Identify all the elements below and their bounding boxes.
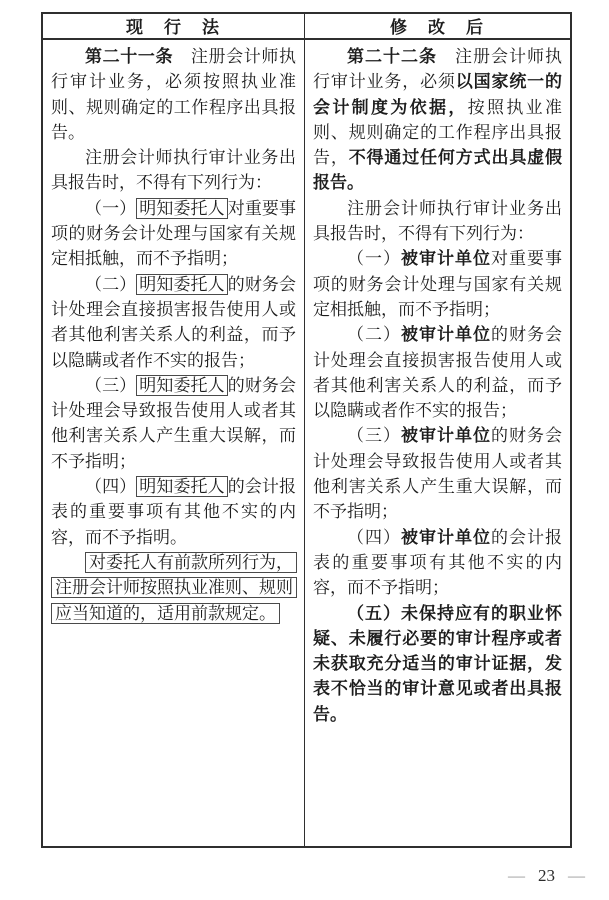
law-paragraph xyxy=(51,474,296,550)
text-run-bold: 第二十一条 xyxy=(85,47,174,66)
law-paragraph xyxy=(51,550,296,626)
text-run-normal: （三） xyxy=(347,426,401,446)
text-run-normal: （二） xyxy=(85,274,137,294)
law-paragraph xyxy=(51,145,296,196)
text-run-bold: 第二十二条 xyxy=(347,47,437,66)
text-run-bold: 被审计单位 xyxy=(401,325,491,345)
law-paragraph xyxy=(51,373,296,474)
text-run-normal: 的财务会计处理会直接损害报告使用人或者其他利害关系人的利益，而予以隐瞒或者作不实的报告； xyxy=(313,325,562,421)
text-run-boxed: 明知委托人 xyxy=(136,198,227,219)
text-run-normal: （三） xyxy=(85,375,137,395)
header-current-law: 现 行 法 xyxy=(43,14,305,38)
text-run-normal: （四） xyxy=(347,527,401,547)
page-footer xyxy=(508,864,585,888)
law-comparison-table xyxy=(41,12,572,848)
text-run-normal: 的财务会计处理会直接损害报告使用人或者其他利害关系人的利益，而予以隐瞒或者作不实的报告； xyxy=(51,274,297,370)
text-run-bold: 不得通过任何方式出具虚假报告。 xyxy=(313,148,563,193)
law-paragraph xyxy=(51,272,296,373)
text-run-normal: 对重要事项的财务会计处理与国家有关规定相抵触，而不予指明； xyxy=(313,249,562,319)
table-body-row xyxy=(43,40,570,846)
text-run-normal: 的会计报表的重要事项有其他不实的内容，而不予指明； xyxy=(313,527,562,598)
text-run-normal: 的财务会计处理会导致报告使用人或者其他利害关系人产生重大误解，而不予指明； xyxy=(313,426,562,522)
column-current-law xyxy=(43,40,305,846)
text-run-normal: 按照执业准则、规则确定的工作程序出具报告， xyxy=(313,97,563,168)
law-paragraph xyxy=(51,196,296,272)
footer-dash-left: — xyxy=(508,866,525,885)
law-paragraph xyxy=(313,322,562,423)
text-run-normal: 注册会计师执行审计业务出具报告时，不得有下列行为： xyxy=(313,198,562,244)
page-number: 23 xyxy=(538,866,555,885)
text-run-boxed: 明知委托人 xyxy=(136,274,227,295)
law-paragraph xyxy=(313,601,562,727)
text-run-bold: 被审计单位 xyxy=(401,249,491,269)
footer-dash-right: — xyxy=(568,866,585,885)
column-amended-law xyxy=(305,40,570,846)
text-run-normal: （一） xyxy=(347,249,401,269)
text-run-normal: （二） xyxy=(347,325,401,345)
text-run-normal: （四） xyxy=(85,477,137,497)
law-paragraph xyxy=(51,44,296,145)
header-amended-law: 修 改 后 xyxy=(390,17,485,37)
table-header-row xyxy=(43,14,570,40)
text-run-normal: 对重要事项的财务会计处理与国家有关规定相抵触，而不予指明； xyxy=(51,198,297,269)
text-run-normal: （一） xyxy=(85,198,137,218)
law-paragraph xyxy=(313,423,562,524)
text-run-bold: 以国家统一的会计制度为依据， xyxy=(313,72,563,117)
text-run-boxed: 明知委托人 xyxy=(136,375,227,396)
law-paragraph xyxy=(313,44,562,196)
law-paragraph xyxy=(313,246,562,322)
text-run-normal: 注册会计师执行审计业务，必须按照执业准则、规则确定的工作程序出具报告。 xyxy=(51,47,297,142)
text-run-normal: 注册会计师执行审计业务，必须 xyxy=(313,47,562,92)
text-run-boxed: 明知委托人 xyxy=(136,476,227,497)
text-run-normal: 的财务会计处理会导致报告使用人或者其他利害关系人产生重大误解，而不予指明； xyxy=(51,375,297,471)
law-paragraph xyxy=(313,525,562,601)
text-run-normal: 注册会计师执行审计业务出具报告时，不得有下列行为： xyxy=(51,148,296,193)
text-run-normal: 的会计报表的重要事项有其他不实的内容，而不予指明。 xyxy=(51,477,297,547)
text-run-bold: 被审计单位 xyxy=(401,426,491,446)
text-run-bold: 被审计单位 xyxy=(401,527,491,547)
text-run-bold: （五）未保持应有的职业怀疑、未履行必要的审计程序或者未获取充分适当的审计证据，发表不恰当的审计意见或者出具报告。 xyxy=(313,603,562,724)
law-paragraph xyxy=(313,196,562,247)
text-run-boxed-block: 对委托人有前款所列行为，注册会计师按照执业准则、规则应当知道的，适用前款规定。 xyxy=(51,552,297,624)
